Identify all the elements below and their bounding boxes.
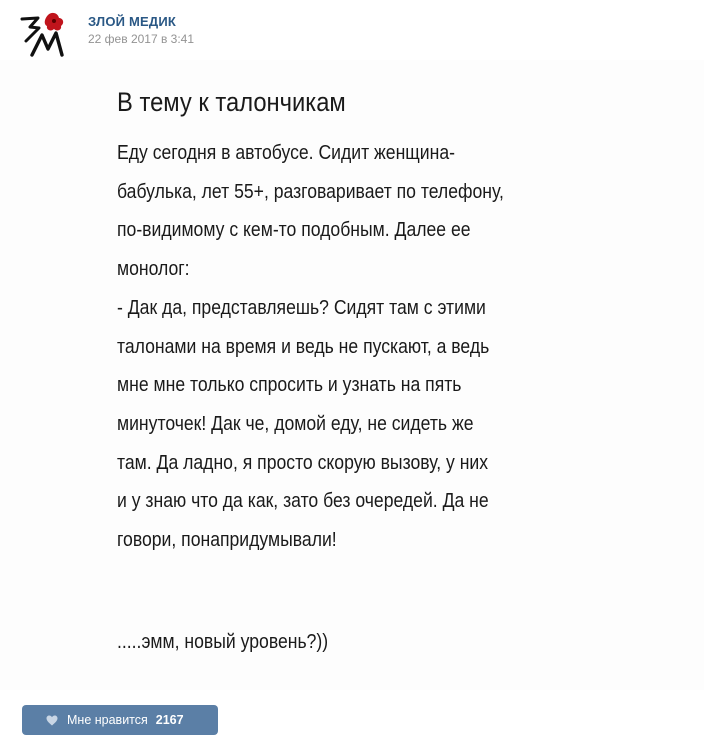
post-date[interactable]: 22 фев 2017 в 3:41 [88, 32, 195, 46]
heart-icon [46, 715, 58, 726]
like-label: Мне нравится [67, 713, 148, 727]
like-button[interactable] [22, 705, 218, 735]
post-title: В тему к талончикам [117, 87, 346, 117]
post-content [117, 84, 522, 560]
author-block [88, 14, 194, 48]
post-header [18, 10, 194, 58]
post-postscript: .....эмм, новый уровень?)) [117, 631, 329, 653]
post-text: Еду сегодня в автобусе. Сидит женщина- бабулька, лет 55+, разговаривает по телефону, по-видимому с кем-то подобным. Далее ее монолог: - Дак да, представляешь? Сидят там с этими талонами на время и ведь не пускают, а ведь мне мне только спросить и узнать на пять минуточек! Дак че, домой еду, не сидеть же там. Да ладно, я просто скорую вызову, у них и у знаю что да как, зато без очередей. Да не говори, понапридумывали! [117, 142, 504, 552]
avatar[interactable] [18, 9, 68, 59]
like-count: 2167 [155, 713, 184, 727]
author-name-link[interactable]: ЗЛОЙ МЕДИК [88, 14, 177, 29]
